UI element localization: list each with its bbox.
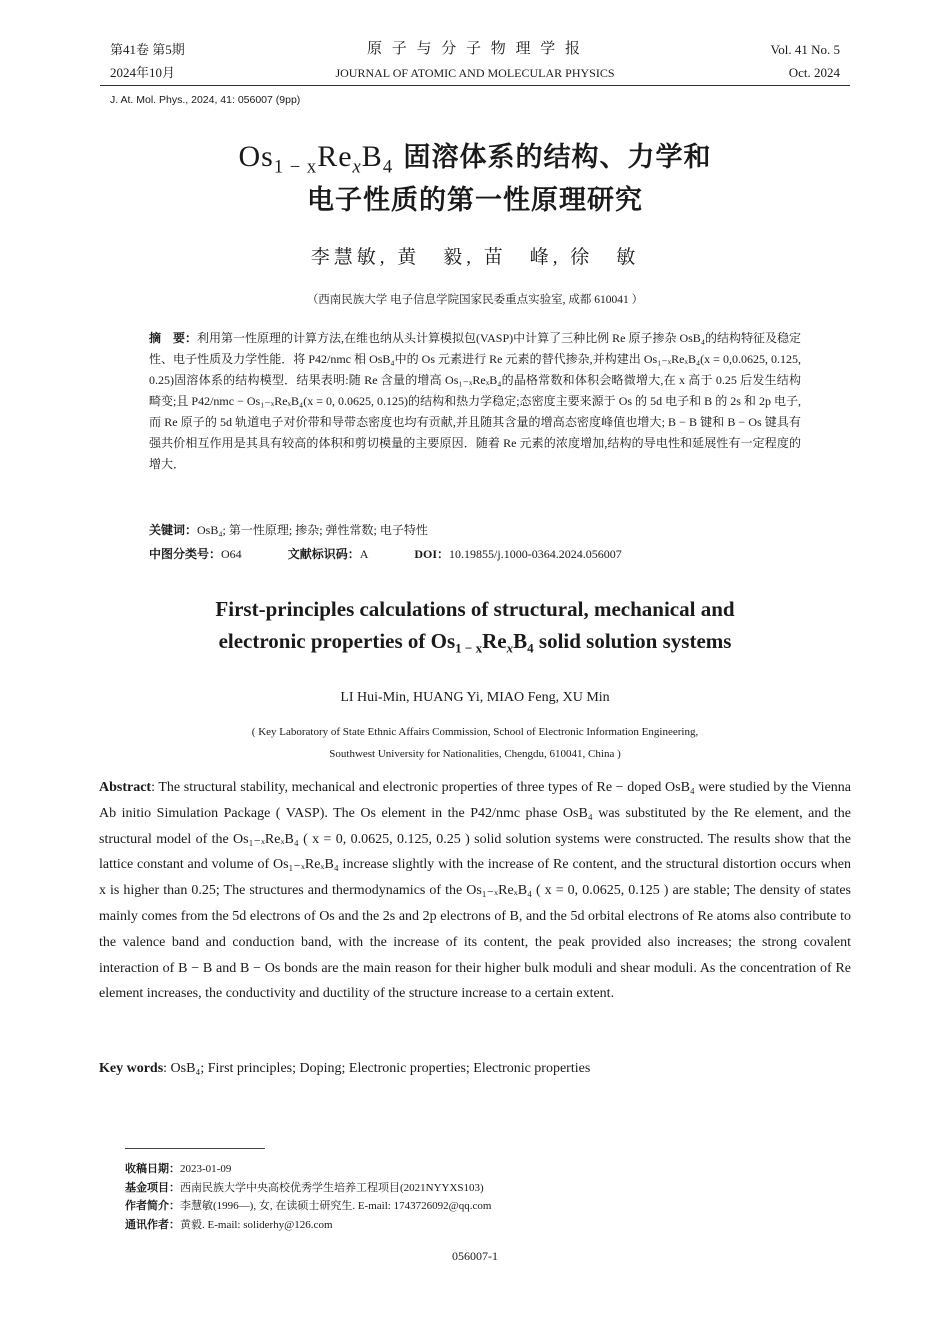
footnote-author-bio: 作者简介：李慧敏(1996—), 女, 在读硕士研究生. E-mail: 1743726092@qq.com	[125, 1199, 492, 1212]
footnotes	[125, 1160, 825, 1234]
abstract-en-label: Abstract	[99, 780, 152, 795]
header-month-year: Oct. 2024	[788, 65, 840, 80]
citation-line: J. At. Mol. Phys., 2024, 41: 056007 (9pp)	[110, 94, 301, 106]
footnote-received: 收稿日期：2023-01-09	[125, 1162, 232, 1175]
abstract-cn	[149, 328, 801, 475]
abstract-cn-text: 利用第一性原理的计算方法,在维也纳从头计算模拟包(VASP)中计算了三种比例 Re 原子掺杂 OsB₄的结构特征及稳定性、电子性质及力学性能．将 P42/nmc 相 OsB₄中的 Os 元素进行 Re 元素的替代掺杂,并构建出 Os₁₋ₓReₓB₄(x = 0,0.0625, 0.125, 0.25)固溶体系的结构模型．结果表明:随 Re 含量的增高 Os₁₋ₓReₓB₄的晶格常数和体积会略微增大,在 x 高于 0.25 后发生结构畸变;且 P42/nmc − Os₁₋ₓReₓB₄(x = 0, 0.0625, 0.125)的结构和热力学稳定;态密度主要来源于 Os 的 5d 电子和 B 的 2s 和 2p 电子,而 Re 原子的 5d 轨道电子对价带和导带态密度也均有贡献,并且随其含量的增高态密度峰值也增大; B − B 键和 B − Os 键具有强共价相互作用是其具有较高的体积和剪切模量的主要原因．随着 Re 元素的浓度增加,结构的导电性和延展性有一定程度的增大．	[149, 331, 801, 471]
clc-value: O64	[221, 547, 242, 561]
footnote-rule	[125, 1148, 265, 1149]
authors-cn: 李慧敏, 黄 毅, 苗 峰, 徐 敏	[310, 247, 640, 268]
keywords-en	[99, 1056, 851, 1082]
affiliation-cn: （西南民族大学 电子信息学院国家民委重点实验室, 成都 610041 ）	[306, 294, 644, 306]
affiliation-en-line2: Southwest University for Nationalities, Chengdu, 610041, China )	[329, 748, 621, 760]
abstract-en	[99, 775, 851, 1007]
keywords-en-label: Key words	[99, 1061, 164, 1076]
keywords-en-text: : OsB₄; First principles; Doping; Electronic properties; Electronic properties	[163, 1061, 591, 1076]
keywords-cn-text: OsB₄; 第一性原理; 掺杂; 弹性常数; 电子特性	[197, 523, 428, 537]
header-date: 2024年10月	[110, 65, 176, 80]
doc-code-value: A	[359, 547, 369, 561]
title-en-line2: electronic properties of $Os_{1 - x}Re_xB_4$ solid solution systems	[218, 629, 732, 656]
header-journal-cn: 原 子 与 分 子 物 理 学 报	[366, 41, 583, 57]
title-en-line1: First-principles calculations of structural, mechanical and	[215, 597, 735, 621]
title-formula: $Os_{1 - x}Re_xB_4$	[238, 140, 394, 178]
header-volume-issue: 第41卷 第5期	[110, 42, 185, 57]
title-cn-line1: $Os_{1 - x}Re_xB_4$ 固溶体系的结构、力学和	[238, 140, 712, 178]
classification-line: 中图分类号：O64 文献标识码：A DOI：10.19855/j.1000-0364.2024.056007	[149, 547, 622, 561]
header-vol-no: Vol. 41 No. 5	[770, 42, 840, 57]
abstract-cn-label: 摘 要：	[149, 331, 198, 345]
authors-en: LI Hui-Min, HUANG Yi, MIAO Feng, XU Min	[340, 690, 610, 705]
header-journal-en: JOURNAL OF ATOMIC AND MOLECULAR PHYSICS	[335, 66, 615, 80]
abstract-en-text: : The structural stability, mechanical and electronic properties of three types of Re − doped OsB₄ were studied by the Vienna Ab initio Simulation Package ( VASP). The Os element in the P42/nmc phase OsB₄ was substituted by the Re element, and the structural model of the Os₁₋ₓReₓB₄ ( x = 0, 0.0625, 0.125, 0.25 ) solid solution systems were constructed. The results show that the lattice constant and volume of Os₁₋ₓReₓB₄ increase slightly with the increase of Re content, and the structural distortion occurs when x is higher than 0.25; The structures and thermodynamics of the Os₁₋ₓReₓB₄ ( x = 0, 0.0625, 0.125 ) are stable; The density of states mainly comes from the 5d electrons of Os and the 2s and 2p electrons of B, and the 5d orbital electrons of Re atoms also contribute to the valence band and conduction band, with the increase of its content, the peak provided also increases; the strong covalent interaction of B − B and B − Os bonds are the main reason for their higher bulk moduli and shear moduli. As the concentration of Re element increases, the conductivity and ductility of the structure increase to a certain extent.	[99, 780, 851, 1002]
keywords-cn-label: 关键词：	[149, 523, 198, 537]
doi-value: 10.19855/j.1000-0364.2024.056007	[449, 547, 622, 561]
title-cn-line2: 电子性质的第一性原理研究	[307, 185, 643, 216]
header-rule	[100, 85, 850, 86]
page-number: 056007-1	[452, 1249, 498, 1263]
keywords-cn	[149, 520, 801, 541]
footnote-funding: 基金项目：西南民族大学中央高校优秀学生培养工程项目(2021NYYXS103)	[125, 1180, 484, 1194]
footnote-corresponding: 通讯作者：黄毅. E-mail: soliderhy@126.com	[125, 1217, 333, 1231]
affiliation-en-line1: ( Key Laboratory of State Ethnic Affairs Commission, School of Electronic Information Engineering,	[251, 726, 699, 738]
